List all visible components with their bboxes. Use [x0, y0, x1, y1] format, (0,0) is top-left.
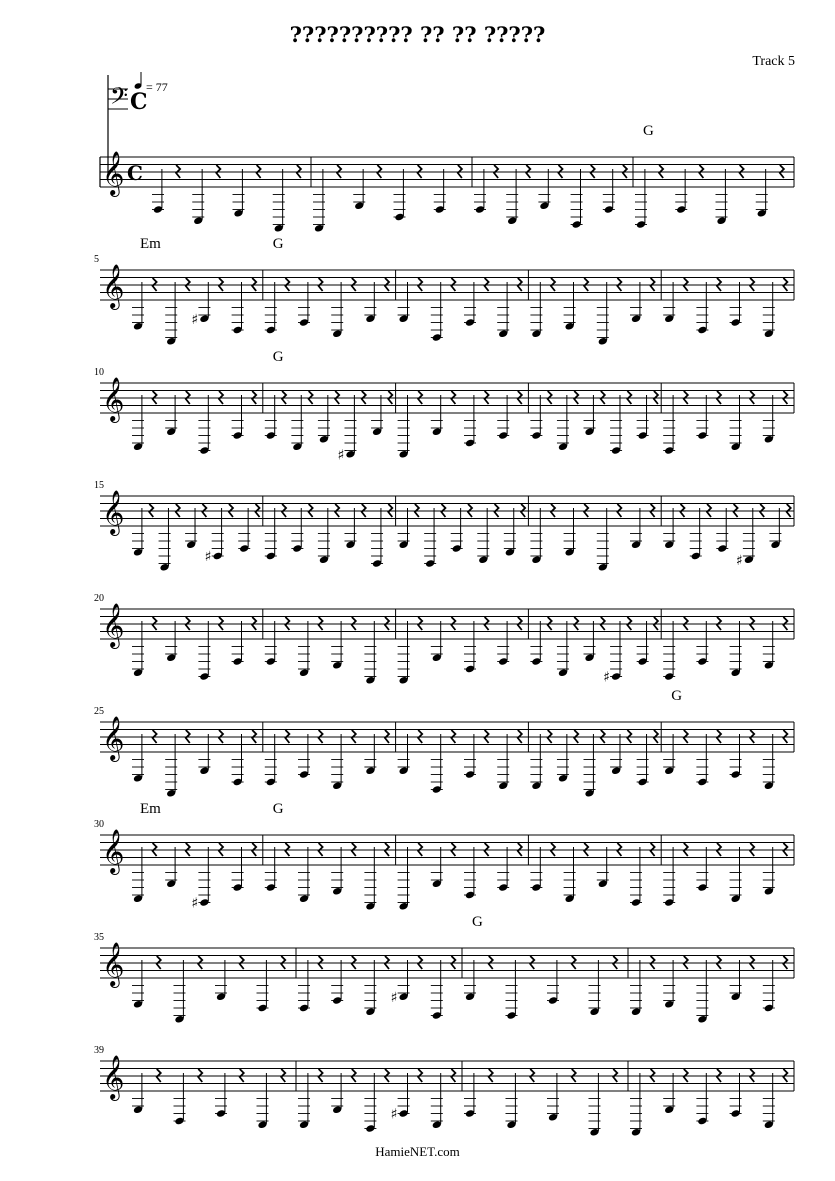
treble-clef-icon: 𝄞: [102, 942, 125, 986]
rest-icon: [219, 617, 223, 630]
rest-icon: [750, 391, 754, 404]
rest-icon: [186, 391, 190, 404]
rest-icon: [186, 730, 190, 743]
rest-icon: [252, 617, 256, 630]
treble-clef-icon: 𝄞: [102, 1055, 125, 1099]
rest-icon: [319, 617, 323, 630]
rest-icon: [153, 391, 157, 404]
treble-clef-icon: 𝄞: [102, 829, 125, 873]
sharp-icon: ♯: [390, 989, 398, 1006]
rest-icon: [297, 165, 301, 178]
rest-icon: [654, 730, 658, 743]
treble-staff-system: [94, 480, 794, 572]
rest-icon: [717, 391, 721, 404]
rest-icon: [750, 1069, 754, 1082]
measure-number: 35: [94, 932, 104, 943]
rest-icon: [717, 1069, 721, 1082]
rest-icon: [485, 278, 489, 291]
rest-icon: [651, 843, 655, 856]
rest-icon: [787, 504, 791, 517]
tempo-marking: = 77: [146, 80, 168, 94]
rest-icon: [282, 391, 286, 404]
rest-icon: [518, 617, 522, 630]
rest-icon: [750, 730, 754, 743]
rest-icon: [415, 504, 419, 517]
rest-icon: [362, 391, 366, 404]
rest-icon: [219, 391, 223, 404]
rest-icon: [651, 1069, 655, 1082]
chord-symbol: G: [272, 801, 284, 817]
chord-symbol: G: [272, 236, 284, 252]
treble-staff-system: [100, 123, 794, 233]
rest-icon: [418, 165, 422, 178]
rest-icon: [651, 504, 655, 517]
chord-symbol: Em: [140, 236, 161, 252]
rest-icon: [319, 843, 323, 856]
rest-icon: [256, 504, 260, 517]
sharp-icon: ♯: [735, 552, 743, 569]
track-label: Track 5: [752, 54, 795, 69]
treble-clef-icon: 𝄞: [102, 716, 125, 760]
rest-icon: [229, 504, 233, 517]
rest-icon: [352, 1069, 356, 1082]
rest-icon: [485, 730, 489, 743]
rest-icon: [319, 1069, 323, 1082]
rest-icon: [750, 278, 754, 291]
measure-number: 5: [94, 254, 99, 265]
rest-icon: [377, 165, 381, 178]
treble-staff-system: [94, 914, 794, 1024]
rest-icon: [684, 956, 688, 969]
rest-icon: [551, 278, 555, 291]
rest-icon: [783, 278, 787, 291]
treble-staff-system: [94, 688, 794, 798]
rest-icon: [309, 391, 313, 404]
rest-icon: [717, 956, 721, 969]
rest-icon: [441, 504, 445, 517]
rest-icon: [518, 278, 522, 291]
rest-icon: [240, 1069, 244, 1082]
rest-icon: [601, 617, 605, 630]
rest-icon: [186, 617, 190, 630]
measure-number: 39: [94, 1045, 104, 1056]
rest-icon: [240, 956, 244, 969]
treble-clef-icon: 𝄞: [102, 264, 125, 308]
rest-icon: [551, 843, 555, 856]
rest-icon: [717, 843, 721, 856]
rest-icon: [572, 956, 576, 969]
rest-icon: [485, 843, 489, 856]
rest-icon: [451, 391, 455, 404]
rest-icon: [574, 391, 578, 404]
rest-icon: [518, 843, 522, 856]
treble-clef-icon: 𝄞: [102, 603, 125, 647]
rest-icon: [458, 165, 462, 178]
rest-icon: [783, 391, 787, 404]
rest-icon: [526, 165, 530, 178]
rest-icon: [584, 843, 588, 856]
rest-icon: [572, 1069, 576, 1082]
measure-number: 10: [94, 367, 104, 378]
rest-icon: [783, 730, 787, 743]
rest-icon: [418, 843, 422, 856]
rest-icon: [352, 843, 356, 856]
chord-symbol: G: [272, 349, 284, 365]
rest-icon: [219, 843, 223, 856]
rest-icon: [153, 843, 157, 856]
rest-icon: [219, 730, 223, 743]
rest-icon: [153, 730, 157, 743]
treble-staff-system: [94, 1045, 794, 1137]
treble-clef-icon: 𝄞: [102, 490, 125, 534]
measure-number: 25: [94, 706, 104, 717]
rest-icon: [252, 391, 256, 404]
rest-icon: [335, 391, 339, 404]
rest-icon: [783, 843, 787, 856]
rest-icon: [285, 617, 289, 630]
rest-icon: [319, 730, 323, 743]
rest-icon: [617, 843, 621, 856]
rest-icon: [717, 278, 721, 291]
rest-icon: [627, 617, 631, 630]
sharp-icon: ♯: [191, 895, 199, 912]
rest-icon: [281, 956, 285, 969]
treble-clef-icon: 𝄞: [102, 151, 125, 195]
rest-icon: [530, 1069, 534, 1082]
rest-icon: [451, 1069, 455, 1082]
rest-icon: [337, 165, 341, 178]
rest-icon: [352, 617, 356, 630]
rest-icon: [617, 504, 621, 517]
rest-icon: [385, 1069, 389, 1082]
rest-icon: [451, 730, 455, 743]
treble-clef-icon: 𝄞: [102, 377, 125, 421]
rest-icon: [418, 391, 422, 404]
rest-icon: [319, 956, 323, 969]
rest-icon: [717, 617, 721, 630]
rest-icon: [418, 617, 422, 630]
chord-symbol: G: [472, 914, 483, 930]
rest-icon: [385, 730, 389, 743]
rest-icon: [489, 1069, 493, 1082]
rest-icon: [651, 956, 655, 969]
rest-icon: [385, 956, 389, 969]
rest-icon: [783, 956, 787, 969]
rest-icon: [584, 278, 588, 291]
sharp-icon: ♯: [337, 447, 345, 464]
rest-icon: [385, 278, 389, 291]
rest-icon: [559, 165, 563, 178]
rest-icon: [684, 278, 688, 291]
rest-icon: [352, 956, 356, 969]
rest-icon: [750, 617, 754, 630]
rest-icon: [451, 617, 455, 630]
rest-icon: [186, 843, 190, 856]
rest-icon: [202, 504, 206, 517]
rest-icon: [285, 730, 289, 743]
rest-icon: [489, 956, 493, 969]
time-signature: C: [130, 89, 148, 115]
rest-icon: [627, 730, 631, 743]
rest-icon: [574, 730, 578, 743]
rest-icon: [485, 391, 489, 404]
rest-icon: [495, 504, 499, 517]
rest-icon: [335, 504, 339, 517]
rest-icon: [252, 278, 256, 291]
rest-icon: [584, 504, 588, 517]
sharp-icon: ♯: [204, 549, 212, 565]
treble-staff-system: [94, 801, 794, 912]
sharp-icon: ♯: [603, 669, 610, 686]
sharp-icon: ♯: [191, 311, 199, 328]
rest-icon: [734, 504, 738, 517]
rest-icon: [362, 504, 366, 517]
rest-icon: [518, 730, 522, 743]
rest-icon: [176, 165, 180, 178]
rest-icon: [654, 391, 658, 404]
rest-icon: [309, 504, 313, 517]
rest-icon: [651, 278, 655, 291]
rest-icon: [418, 1069, 422, 1082]
rest-icon: [157, 1069, 161, 1082]
rest-icon: [760, 504, 764, 517]
rest-icon: [684, 617, 688, 630]
rest-icon: [281, 1069, 285, 1082]
treble-staff-system: [94, 593, 794, 686]
rest-icon: [485, 617, 489, 630]
measure-number: 30: [94, 819, 104, 830]
rest-icon: [352, 278, 356, 291]
rest-icon: [153, 278, 157, 291]
rest-icon: [319, 278, 323, 291]
rest-icon: [530, 956, 534, 969]
rest-icon: [574, 617, 578, 630]
rest-icon: [623, 165, 627, 178]
rest-icon: [418, 730, 422, 743]
sharp-icon: ♯: [390, 1106, 398, 1123]
measure-number: 20: [94, 593, 104, 604]
rest-icon: [717, 730, 721, 743]
rest-icon: [659, 165, 663, 178]
rest-icon: [601, 730, 605, 743]
rest-icon: [684, 1069, 688, 1082]
rest-icon: [468, 504, 472, 517]
rest-icon: [198, 956, 202, 969]
rest-icon: [176, 504, 180, 517]
bass-clef-icon: 𝄢: [110, 82, 129, 115]
treble-staff-system: [94, 236, 794, 346]
rest-icon: [617, 278, 621, 291]
rest-icon: [451, 956, 455, 969]
song-title: ?????????? ?? ?? ?????: [289, 22, 546, 47]
rest-icon: [680, 504, 684, 517]
chord-symbol: G: [643, 123, 654, 139]
rest-icon: [783, 617, 787, 630]
rest-icon: [282, 504, 286, 517]
rest-icon: [548, 730, 552, 743]
rest-icon: [153, 617, 157, 630]
rest-icon: [285, 278, 289, 291]
rest-icon: [216, 165, 220, 178]
rest-icon: [613, 1069, 617, 1082]
rest-icon: [219, 278, 223, 291]
rest-icon: [157, 956, 161, 969]
rest-icon: [388, 391, 392, 404]
rest-icon: [684, 843, 688, 856]
rest-icon: [494, 165, 498, 178]
rest-icon: [198, 1069, 202, 1082]
rest-icon: [285, 843, 289, 856]
rest-icon: [740, 165, 744, 178]
rest-icon: [684, 730, 688, 743]
chord-symbol: Em: [140, 801, 161, 817]
treble-staff-system: [94, 349, 794, 463]
rest-icon: [627, 391, 631, 404]
rest-icon: [780, 165, 784, 178]
chord-symbol: G: [671, 688, 683, 704]
rest-icon: [257, 165, 261, 178]
rest-icon: [699, 165, 703, 178]
rest-icon: [548, 391, 552, 404]
rest-icon: [613, 956, 617, 969]
rest-icon: [451, 278, 455, 291]
rest-icon: [451, 843, 455, 856]
rest-icon: [352, 730, 356, 743]
rest-icon: [521, 504, 525, 517]
rest-icon: [654, 617, 658, 630]
rest-icon: [750, 843, 754, 856]
rest-icon: [388, 504, 392, 517]
measure-number: 15: [94, 480, 104, 491]
rest-icon: [418, 956, 422, 969]
rest-icon: [548, 617, 552, 630]
rest-icon: [601, 391, 605, 404]
time-signature-treble: C: [127, 161, 143, 185]
rest-icon: [684, 391, 688, 404]
rest-icon: [418, 278, 422, 291]
rest-icon: [591, 165, 595, 178]
rest-icon: [385, 617, 389, 630]
rest-icon: [149, 504, 153, 517]
rest-icon: [707, 504, 711, 517]
rest-icon: [551, 504, 555, 517]
rest-icon: [750, 956, 754, 969]
rest-icon: [252, 843, 256, 856]
rest-icon: [783, 1069, 787, 1082]
rest-icon: [518, 391, 522, 404]
rest-icon: [385, 843, 389, 856]
footer-credit: HamieNET.com: [375, 1144, 460, 1159]
rest-icon: [252, 730, 256, 743]
rest-icon: [186, 278, 190, 291]
